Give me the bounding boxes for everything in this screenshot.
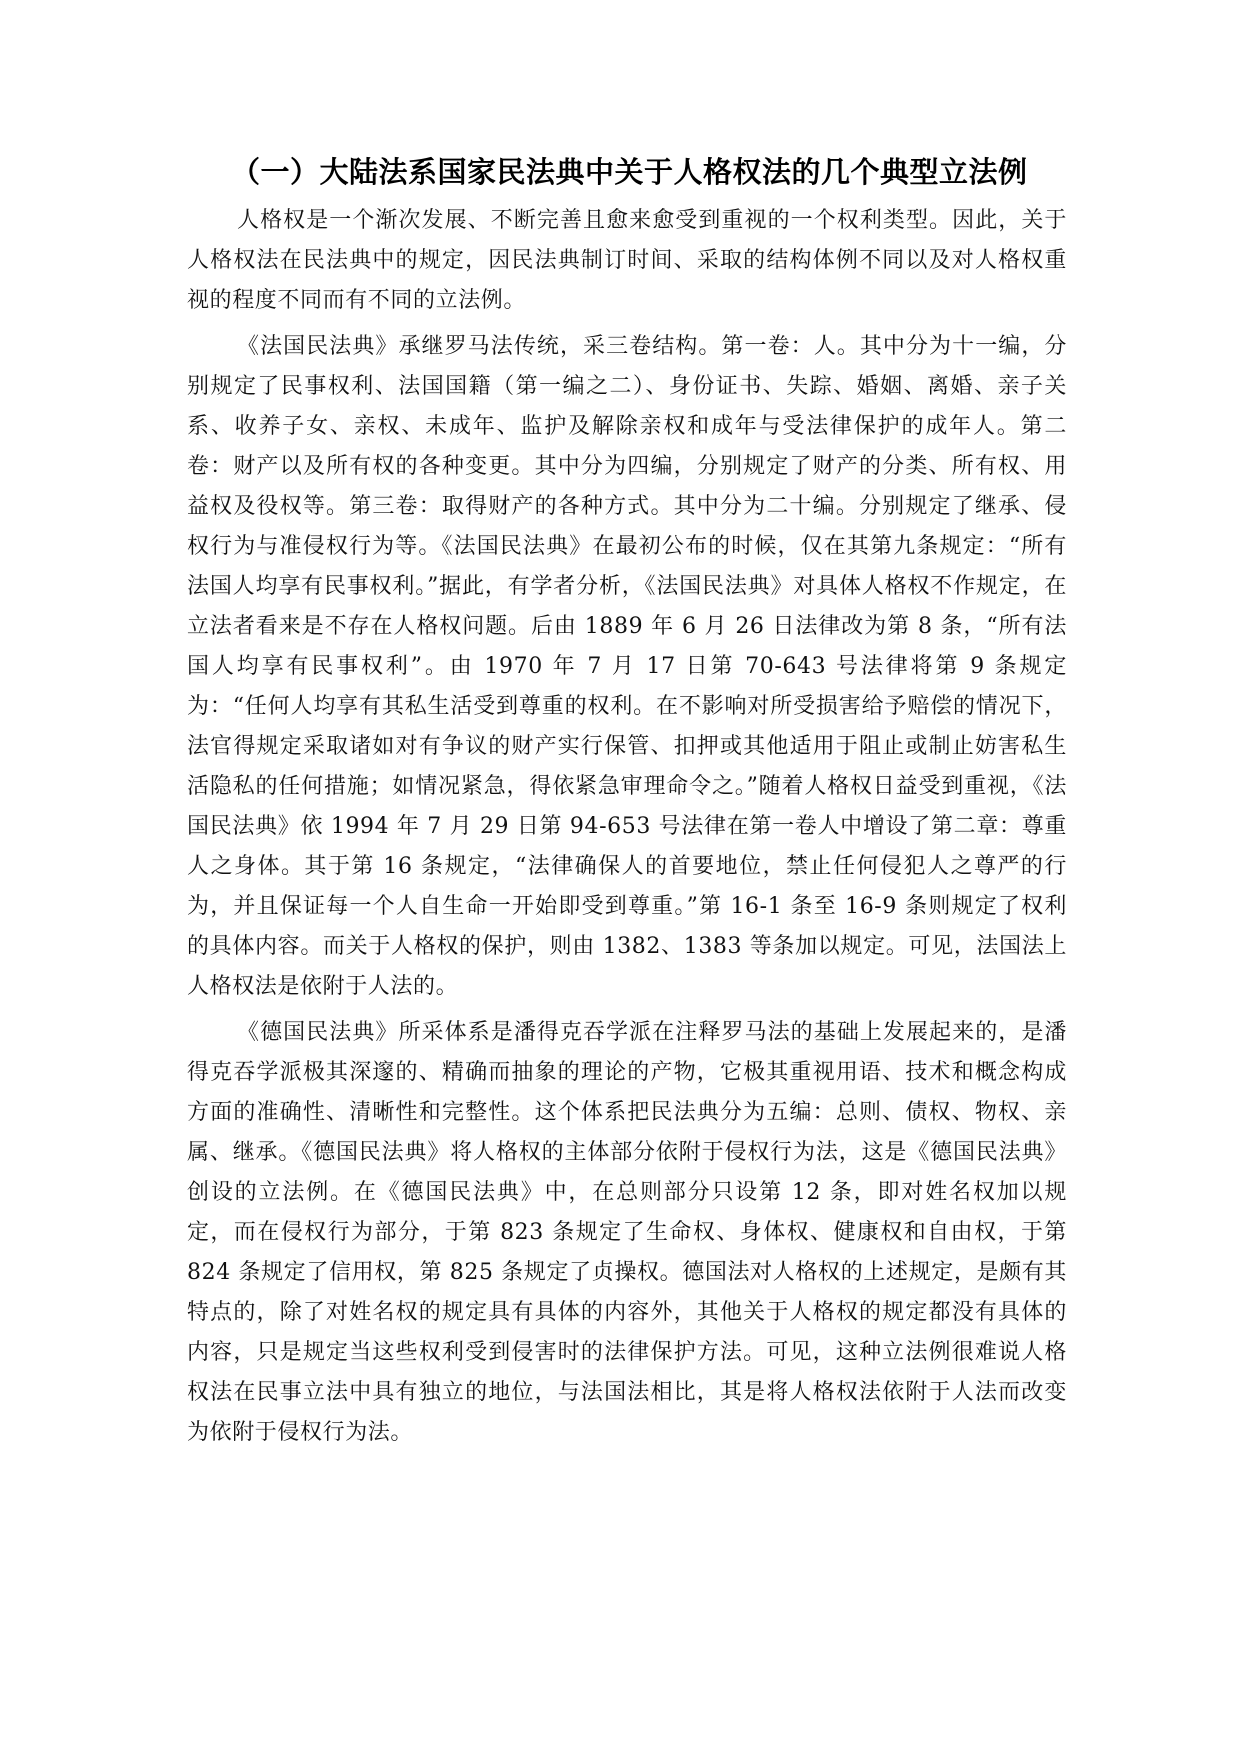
document-page [187,150,1067,1459]
paragraph-french-code: 《法国民法典》承继罗马法传统，采三卷结构。第一卷：人。其中分为十一编，分别规定了民事权利、法国国籍（第一编之二）、身份证书、失踪、婚姻、离婚、亲子关系、收养子女、亲权、未成年、监护及解除亲权和成年与受法律保护的成年人。第二卷：财产以及所有权的各种变更。其中分为四编，分别规定了财产的分类、所有权、用益权及役权等。第三卷：取得财产的各种方式。其中分为二十编。分别规定了继承、侵权行为与准侵权行为等。《法国民法典》在最初公布的时候，仅在其第九条规定：“所有法国人均享有民事权利。”据此，有学者分析，《法国民法典》对具体人格权不作规定，在立法者看来是不存在人格权问题。后由 1889 年 6 月 26 日法律改为第 8 条，“所有法国人均享有民事权利”。由 1970 年 7 月 17 日第 70-643 号法律将第 9 条规定为：“任何人均享有其私生活受到尊重的权利。在不影响对所受损害给予赔偿的情况下，法官得规定采取诸如对有争议的财产实行保管、扣押或其他适用于阻止或制止妨害私生活隐私的任何措施；如情况紧急，得依紧急审理命令之。”随着人格权日益受到重视，《法国民法典》依 1994 年 7 月 29 日第 94-653 号法律在第一卷人中增设了第二章：尊重人之身体。其于第 16 条规定，“法律确保人的首要地位，禁止任何侵犯人之尊严的行为，并且保证每一个人自生命一开始即受到尊重。”第 16-1 条至 16-9 条则规定了权利的具体内容。而关于人格权的保护，则由 1382、1383 等条加以规定。可见，法国法上人格权法是依附于人法的。 [187,334,1067,999]
section-heading: （一）大陆法系国家民法典中关于人格权法的几个典型立法例 [231,155,1028,189]
paragraph-intro: 人格权是一个渐次发展、不断完善且愈来愈受到重视的一个权利类型。因此，关于人格权法在民法典中的规定，因民法典制订时间、采取的结构体例不同以及对人格权重视的程度不同而有不同的立法例。 [187,208,1067,313]
paragraph-german-code: 《德国民法典》所采体系是潘得克吞学派在注释罗马法的基础上发展起来的，是潘得克吞学派极其深邃的、精确而抽象的理论的产物，它极其重视用语、技术和概念构成方面的准确性、清晰性和完整性。这个体系把民法典分为五编：总则、债权、物权、亲属、继承。《德国民法典》将人格权的主体部分依附于侵权行为法，这是《德国民法典》创设的立法例。在《德国民法典》中，在总则部分只设第 12 条，即对姓名权加以规定，而在侵权行为部分，于第 823 条规定了生命权、身体权、健康权和自由权，于第 824 条规定了信用权，第 825 条规定了贞操权。德国法对人格权的上述规定，是颇有其特点的，除了对姓名权的规定具有具体的内容外，其他关于人格权的规定都没有具体的内容，只是规定当这些权利受到侵害时的法律保护方法。可见，这种立法例很难说人格权法在民事立法中具有独立的地位，与法国法相比，其是将人格权法依附于人法而改变为依附于侵权行为法。 [187,1020,1067,1445]
